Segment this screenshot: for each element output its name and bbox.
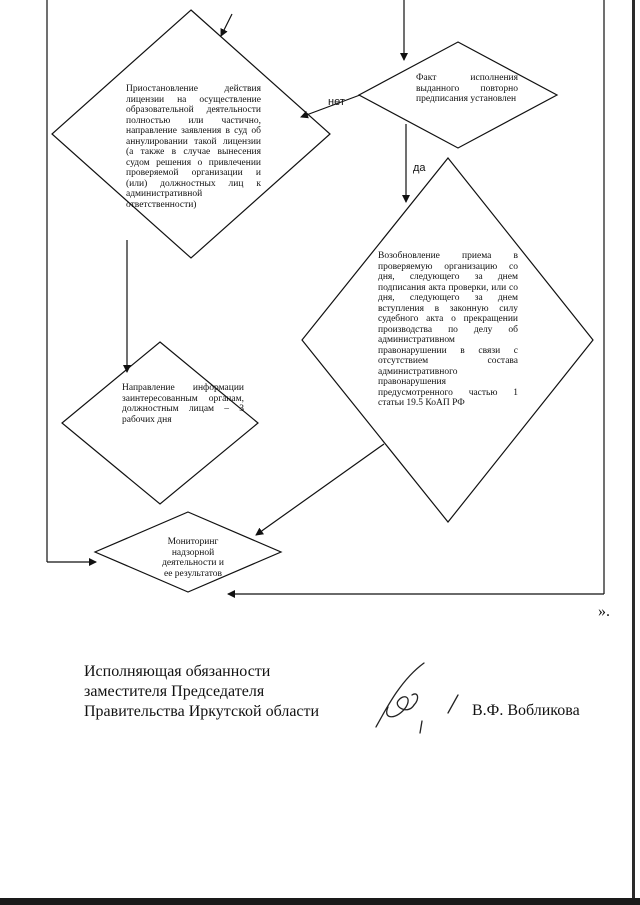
suspension-text: Приостановление действия лицензии на осуществление образовательной деятельности полностью или частично, направление заявления в суд об аннулировании такой лицензии (а также в случае вынесения судом решения о привлечении проверяемой организации и (или) должностных лиц к административной ответственности) — [126, 84, 261, 210]
resumption-text: Возобновление приема в проверяемую организацию со дня, следующего за днем подписания акта проверки, или со дня, следующего за днем вступления в законную силу судебного акта о прекращении производства по делу об административном правонарушении в связи с отсутствием состава административного правонарушения предусмотренного частью 1 статьи 19.5 КоАП РФ — [378, 251, 518, 408]
handwritten-signature — [368, 655, 468, 735]
edge-label-yes: да — [413, 162, 426, 174]
signer-name: В.Ф. Вобликова — [472, 702, 580, 719]
edge-label-no: нет — [328, 96, 345, 108]
monitoring-text: Мониторинг надзорной деятельности и ее результатов — [162, 537, 224, 579]
signature-title-line1: Исполняющая обязанности — [84, 663, 271, 680]
signature-title — [84, 662, 319, 722]
closing-quote: ». — [598, 603, 610, 620]
edge-top-to-suspension — [221, 14, 232, 36]
fact-check-text: Факт исполнения выданного повторно предписания установлен — [416, 73, 518, 104]
signature-title-line2: заместителя Председателя — [84, 683, 265, 700]
scan-edge-right — [632, 0, 635, 905]
info-sending-text: Направление информации заинтересованным органам, должностным лицам – 3 рабочих дня — [122, 383, 244, 425]
signature-title-line3: Правительства Иркутской области — [84, 703, 320, 720]
scan-edge-bottom — [0, 898, 640, 905]
edge-resumption-to-monitoring — [256, 444, 384, 535]
